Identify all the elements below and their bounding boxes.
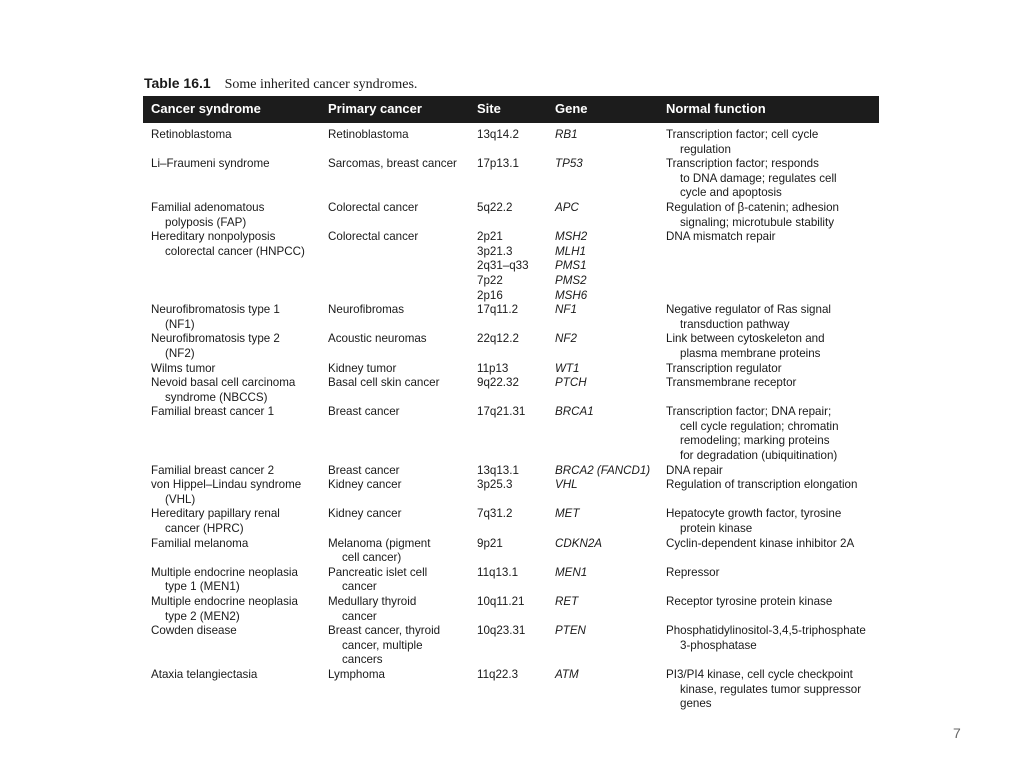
cell-line: Regulation of transcription elongation [666, 478, 858, 492]
cell-gene [547, 303, 658, 332]
cell-line: Breast cancer [328, 405, 400, 419]
cell-line: colorectal cancer (HNPCC) [165, 244, 305, 258]
cell-normal-function [658, 624, 879, 668]
cell-line: genes [680, 697, 712, 711]
cell-syndrome [143, 624, 320, 668]
header-primary-cancer: Primary cancer [320, 96, 469, 123]
cell-line: Hereditary papillary renal [151, 507, 280, 521]
cell-normal-function [658, 123, 879, 157]
cell-site [469, 362, 547, 377]
cell-line: DNA repair [666, 463, 723, 477]
cell-line: Li–Fraumeni syndrome [151, 157, 270, 171]
cell-line: 3p25.3 [477, 478, 513, 492]
cell-line: TP53 [555, 157, 583, 171]
cell-line: Ataxia telangiectasia [151, 667, 258, 681]
cell-primary-cancer [320, 303, 469, 332]
cell-line: cancer (HPRC) [165, 522, 244, 536]
cell-line: for degradation (ubiquitination) [680, 449, 838, 463]
cell-primary-cancer [320, 478, 469, 507]
cell-line: to DNA damage; regulates cell [680, 171, 837, 185]
cell-primary-cancer [320, 537, 469, 566]
cell-normal-function [658, 230, 879, 303]
cell-line: Pancreatic islet cell [328, 565, 428, 579]
cell-gene [547, 566, 658, 595]
cell-gene [547, 464, 658, 479]
cell-line: Acoustic neuromas [328, 332, 427, 346]
cell-syndrome [143, 157, 320, 201]
cell-syndrome [143, 123, 320, 157]
cell-site [469, 566, 547, 595]
cell-syndrome [143, 478, 320, 507]
cell-line: 7p22 [477, 273, 503, 287]
cell-line: Negative regulator of Ras signal [666, 303, 831, 317]
cell-primary-cancer [320, 376, 469, 405]
cell-normal-function [658, 478, 879, 507]
cell-line: remodeling; marking proteins [680, 434, 830, 448]
page-number: 7 [953, 725, 961, 741]
cell-line: von Hippel–Lindau syndrome [151, 478, 302, 492]
cell-line: Receptor tyrosine protein kinase [666, 595, 833, 608]
cell-line: 17q21.31 [477, 405, 526, 419]
cell-normal-function [658, 362, 879, 377]
cell-line: BRCA1 [555, 405, 594, 419]
cell-line: cell cancer) [342, 551, 402, 565]
cell-primary-cancer [320, 123, 469, 157]
table-row [143, 464, 879, 479]
cell-syndrome [143, 376, 320, 405]
cell-normal-function [658, 464, 879, 479]
cell-site [469, 303, 547, 332]
cell-line: 2q31–q33 [477, 259, 529, 273]
cell-syndrome [143, 595, 320, 624]
cell-line: plasma membrane proteins [680, 346, 821, 360]
cell-line: DNA mismatch repair [666, 230, 776, 244]
cell-line: Lymphoma [328, 667, 385, 681]
cell-line: RET [555, 595, 579, 608]
cell-line: MSH6 [555, 288, 588, 302]
cell-line: MSH2 [555, 230, 588, 244]
cell-line: 11q13.1 [477, 565, 519, 579]
cell-line: Kidney cancer [328, 478, 402, 492]
cell-line: APC [555, 200, 579, 214]
table-row [143, 230, 879, 303]
cell-syndrome [143, 507, 320, 536]
cell-line: Cowden disease [151, 624, 237, 638]
cell-site [469, 668, 547, 712]
table-row [143, 376, 879, 405]
cell-primary-cancer [320, 624, 469, 668]
cell-line: Neurofibromatosis type 1 [151, 303, 280, 317]
cell-line: VHL [555, 478, 578, 492]
cell-line: Transmembrane receptor [666, 376, 797, 390]
cell-line: 5q22.2 [477, 200, 513, 214]
cell-line: MEN1 [555, 565, 588, 579]
cell-syndrome [143, 230, 320, 303]
cell-line: Familial adenomatous [151, 200, 265, 214]
cell-line: signaling; microtubule stability [680, 215, 835, 229]
cell-line: Neurofibromas [328, 303, 405, 317]
cell-line: Kidney tumor [328, 361, 397, 375]
cell-gene [547, 362, 658, 377]
cell-site [469, 332, 547, 361]
cell-site [469, 595, 547, 624]
cell-line: transduction pathway [680, 317, 790, 331]
cell-primary-cancer [320, 668, 469, 712]
cell-line: Hereditary nonpolyposis [151, 230, 276, 244]
cell-line: (NF2) [165, 346, 195, 360]
cell-gene [547, 537, 658, 566]
cell-normal-function [658, 595, 879, 624]
cell-primary-cancer [320, 332, 469, 361]
cell-line: Link between cytoskeleton and [666, 332, 825, 346]
cell-normal-function [658, 507, 879, 536]
cell-line: regulation [680, 142, 731, 156]
cell-normal-function [658, 201, 879, 230]
cell-primary-cancer [320, 405, 469, 463]
cell-line: 9p21 [477, 536, 503, 550]
cell-line: Transcription factor; cell cycle [666, 128, 819, 141]
cell-primary-cancer [320, 362, 469, 377]
cell-primary-cancer [320, 507, 469, 536]
cell-line: Kidney cancer [328, 507, 402, 521]
cell-line: Colorectal cancer [328, 230, 419, 244]
cell-line: 10q23.31 [477, 624, 526, 638]
cell-normal-function [658, 157, 879, 201]
header-site: Site [469, 96, 547, 123]
table-row [143, 157, 879, 201]
table-row [143, 624, 879, 668]
cell-line: Sarcomas, breast cancer [328, 157, 457, 171]
cell-syndrome [143, 201, 320, 230]
cell-line: PMS2 [555, 273, 587, 287]
header-gene: Gene [547, 96, 658, 123]
table-row [143, 537, 879, 566]
cell-normal-function [658, 405, 879, 463]
cell-line: Breast cancer, thyroid [328, 624, 441, 638]
table-row [143, 405, 879, 463]
cell-line: (NF1) [165, 317, 195, 331]
cell-line: 11p13 [477, 361, 509, 375]
cell-syndrome [143, 332, 320, 361]
cell-line: MET [555, 507, 580, 521]
cell-normal-function [658, 376, 879, 405]
cell-line: 13q13.1 [477, 463, 519, 477]
cell-syndrome [143, 668, 320, 712]
cell-normal-function [658, 332, 879, 361]
cell-line: (VHL) [165, 492, 196, 506]
cell-line: polyposis (FAP) [165, 215, 247, 229]
cell-line: 17q11.2 [477, 303, 519, 317]
cell-gene [547, 201, 658, 230]
cell-gene [547, 157, 658, 201]
table-label: Table 16.1 [144, 75, 211, 91]
cell-line: Retinoblastoma [151, 128, 232, 141]
cell-site [469, 624, 547, 668]
cell-line: CDKN2A [555, 536, 603, 550]
cell-line: PTEN [555, 624, 586, 638]
cell-line: cancer, multiple [342, 638, 423, 652]
cell-line: PMS1 [555, 259, 587, 273]
cell-line: Wilms tumor [151, 361, 216, 375]
cell-line: Transcription factor; DNA repair; [666, 405, 832, 419]
cell-line: 3-phosphatase [680, 638, 757, 652]
cell-normal-function [658, 668, 879, 712]
cell-line: 11q22.3 [477, 667, 519, 681]
cell-site [469, 123, 547, 157]
cell-line: 3p21.3 [477, 244, 513, 258]
cell-line: Retinoblastoma [328, 128, 409, 141]
cell-gene [547, 123, 658, 157]
cell-gene [547, 668, 658, 712]
cell-primary-cancer [320, 566, 469, 595]
table-header-row [143, 96, 879, 123]
cell-line: 17p13.1 [477, 157, 519, 171]
cell-line: Melanoma (pigment [328, 536, 431, 550]
cell-syndrome [143, 303, 320, 332]
cell-primary-cancer [320, 464, 469, 479]
cell-gene [547, 478, 658, 507]
cell-line: cancers [342, 653, 383, 667]
cell-line: Basal cell skin cancer [328, 376, 440, 390]
cell-syndrome [143, 537, 320, 566]
table-row [143, 507, 879, 536]
cell-line: WT1 [555, 361, 580, 375]
table-body [143, 123, 879, 712]
cell-gene [547, 376, 658, 405]
cell-line: Neurofibromatosis type 2 [151, 332, 280, 346]
cell-site [469, 157, 547, 201]
cell-site [469, 405, 547, 463]
cell-site [469, 507, 547, 536]
cell-gene [547, 230, 658, 303]
cell-line: MLH1 [555, 244, 586, 258]
cell-normal-function [658, 537, 879, 566]
cell-line: Repressor [666, 565, 720, 579]
cell-line: cycle and apoptosis [680, 186, 782, 200]
cell-line: 13q14.2 [477, 128, 519, 141]
table-row [143, 123, 879, 157]
cell-syndrome [143, 566, 320, 595]
cell-site [469, 464, 547, 479]
cell-line: protein kinase [680, 522, 753, 536]
table-title: Some inherited cancer syndromes. [224, 77, 418, 92]
cell-primary-cancer [320, 595, 469, 624]
cell-line: Transcription regulator [666, 361, 782, 375]
cell-line: Phosphatidylinositol-3,4,5-triphosphate [666, 624, 866, 638]
cell-site [469, 376, 547, 405]
cell-line: PI3/PI4 kinase, cell cycle checkpoint [666, 667, 853, 681]
table-row [143, 201, 879, 230]
cell-line: RB1 [555, 128, 578, 141]
table-row [143, 303, 879, 332]
cell-normal-function [658, 303, 879, 332]
cell-line: Familial melanoma [151, 536, 249, 550]
cell-gene [547, 507, 658, 536]
header-normal-function: Normal function [658, 96, 879, 123]
cell-primary-cancer [320, 157, 469, 201]
header-cancer-syndrome: Cancer syndrome [143, 96, 320, 123]
cell-line: type 1 (MEN1) [165, 580, 240, 594]
cell-site [469, 201, 547, 230]
cell-line: Nevoid basal cell carcinoma [151, 376, 296, 390]
cell-site [469, 537, 547, 566]
cell-primary-cancer [320, 201, 469, 230]
cell-line: 2p21 [477, 230, 503, 244]
cell-line: 10q11.21 [477, 595, 525, 608]
cell-line: ATM [555, 667, 579, 681]
cell-line: cancer [342, 609, 377, 623]
cell-syndrome [143, 405, 320, 463]
cell-gene [547, 624, 658, 668]
cell-syndrome [143, 362, 320, 377]
cell-line: Breast cancer [328, 463, 400, 477]
cell-site [469, 478, 547, 507]
table-row [143, 362, 879, 377]
cell-line: type 2 (MEN2) [165, 609, 240, 623]
cell-line: kinase, regulates tumor suppressor [680, 682, 862, 696]
cell-line: Hepatocyte growth factor, tyrosine [666, 507, 842, 521]
cell-line: Transcription factor; responds [666, 157, 819, 171]
cell-line: PTCH [555, 376, 587, 390]
inherited-cancer-syndromes-table [143, 96, 879, 712]
cell-line: Familial breast cancer 1 [151, 405, 275, 419]
table-row [143, 595, 879, 624]
cell-line: 2p16 [477, 288, 503, 302]
cell-line: Familial breast cancer 2 [151, 463, 275, 477]
cell-line: cell cycle regulation; chromatin [680, 419, 839, 433]
cell-site [469, 230, 547, 303]
cell-line: syndrome (NBCCS) [165, 390, 268, 404]
table-row [143, 332, 879, 361]
cell-line: NF2 [555, 332, 577, 346]
cell-normal-function [658, 566, 879, 595]
cell-gene [547, 405, 658, 463]
cell-line: 7q31.2 [477, 507, 513, 521]
cell-line: Multiple endocrine neoplasia [151, 595, 298, 608]
table-caption [144, 75, 417, 93]
table-row [143, 668, 879, 712]
cell-syndrome [143, 464, 320, 479]
cell-line: Regulation of β-catenin; adhesion [666, 200, 839, 214]
cell-primary-cancer [320, 230, 469, 303]
cell-line: cancer [342, 580, 377, 594]
cell-gene [547, 332, 658, 361]
cell-line: 22q12.2 [477, 332, 519, 346]
cell-line: BRCA2 (FANCD1) [555, 463, 651, 477]
cell-line: 9q22.32 [477, 376, 519, 390]
table-row [143, 566, 879, 595]
cell-line: Medullary thyroid [328, 595, 417, 608]
cell-line: Cyclin-dependent kinase inhibitor 2A [666, 536, 855, 550]
cell-line: Multiple endocrine neoplasia [151, 565, 298, 579]
cell-line: Colorectal cancer [328, 200, 419, 214]
cell-line: NF1 [555, 303, 577, 317]
cell-gene [547, 595, 658, 624]
table-row [143, 478, 879, 507]
